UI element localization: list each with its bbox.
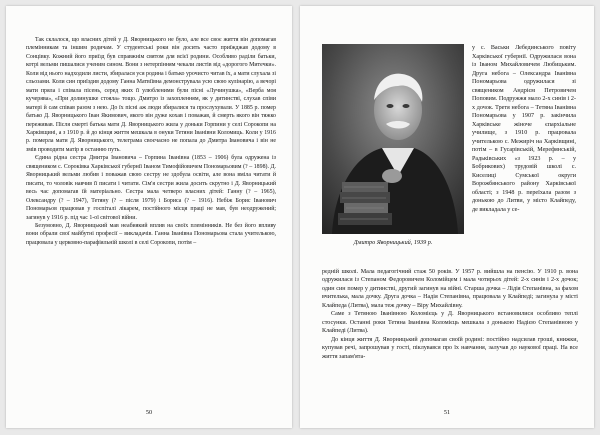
- paragraph: До кінця життя Д. Яворницький допомагав своїй родині: постійно надсилав гроші, книжки, купував речі, запрошував у гості, піклувався про їх навчання, залучав до наукової праці. На все життя запам'ята-: [322, 336, 578, 360]
- left-page-text: [6, 6, 292, 247]
- paragraph: редній школі. Мала педагогічний стаж 50 років. У 1957 р. вийшла на пенсію. У 1910 р. вона одружилася із Степаном Федоровичем Коломійцем і мала чотирьох дітей: 2-х синів і 2-х дочок; один син помер у дитинстві, другий загинув на війні. Старша дочка – Лідія Степанівна, за фахом вчителька, мала дочку. Друга дочка – Надія Степанівна, працювала у Клайпеді; загинула у місті Клайпеда (Литва), мала теж дочку – Віру Михайлівну.: [322, 269, 578, 309]
- right-page: [300, 6, 594, 428]
- page-number: 51: [443, 409, 451, 416]
- right-page-column-text: [472, 44, 576, 214]
- paragraph: у с. Васьки Лебединського повіту Харківської губернії. Одружилася вона із Іваном Михайловичем Любицьким. Друга небога – Олександра Іванівна Пономарьова одружилася зі священиком Андрієм Петровичем Поповим. Подружжя мало 2-х синів і 2-х дочок. Третя небога – Тетяна Іванівна Пономарьова у 1907 р. закінчила Харківське жіноче єпархіальне училище, з 1910 р. працювала учителькою с. Межиріч на Харківщині, потім – в Гусарівській, Мерефянській, Радьківських «з 1923 р. – у Бобрикових) трудовій школі с. Киселиці Сумської округи Ворожбянського району Харківської області; з 1948 р. переїхала разом з донькою до Литви, у місто Клайпеду, де викладала у се-: [472, 45, 576, 213]
- right-page-bottom-text: [322, 268, 578, 361]
- portrait-photo: [322, 44, 464, 234]
- paragraph: Безумовно, Д. Яворницький мав неабиякий вплив на своїх племінників. Не без його впливу вони обрали свої майбутні професії – викладачів. Ганна Іванівна Пономарьова стала учителькою, працювала у церковно-парафіяльній школі в селі Сорокопи, потім –: [26, 222, 276, 246]
- photo-caption: Дмитро Яворницький, 1939 р.: [353, 239, 433, 246]
- portrait-image: [322, 44, 464, 234]
- page-number: 50: [145, 409, 153, 416]
- left-page: [6, 6, 292, 428]
- photo-figure: [322, 44, 464, 246]
- paragraph: Так склалося, що власних дітей у Д. Яворницького не було, але все своє життя він допомагав племінникам та іншим родичам. У студентські роки він досить часто приїжджав додому в Сонцівку. Кожний його приїзд був справжнім святом для всієї родини. Особливо раділи батьки, котрі вельми пишалися ученим сином. Вони з нетерпінням чекали листів від «дорогого Митечки». Коли від нього надходили листи, збиралася уся родина і батько урочисто читав їх, а мати слухала зі сльозами. Коли син приїздив додому Ганна Матвіївна демонструвала усю свою кулінарію, а вечорі мати пряла і співала пісень, серед яких її улюбленими були пісні «Лучинушка», «Верба моя кучерява», «При долинушке стояла» тощо. Дмитро із захопленням, як у дитинстві, слухав співи матері й сам співав разом з нею. До їх пісні аж люди збиралися та прослухували. У 1885 р. помер батько Д. Яворницького Іван Якимович, якого він дуже кохав і поважав, й смерть якого він тяжко переживав. Після смерті батька мати Д. Яворницького жила у доньки Горпини у селі Сорокопи на Харківщині, а з 1910 р. й до кінця життя мешкала в онуки Тетяни Іванівни Коломиць. Коли у 1916 р. померла мати Д. Яворницького, телеграма своєчасно не попала до Дмитра Івановича і він не змів проводити матір в останню путь.: [26, 37, 276, 153]
- paragraph: Саме з Тетяною Іванівною Коломієць у Д. Яворницького встановилися особливо теплі стосунки. Останні роки Тетяна Іванівна Коломієць мешкала з донькою Надією Степанівною у Клайпеді (Литва).: [322, 311, 578, 335]
- paragraph: Єдина рідна сестра Дмитра Івановича – Горпина Іванівна (1853 – 1906) була одружена із священиком с. Сороківка Харківської губернії Іваном Тимофійовичем Пономарьовим (? – 1898). Д. Яворницький вельми любив і поважав свою сестру не здобула освіти, але вона вміла читати й писати, то чоловік навчив її писати і читати. Сім'я сестри жила досить скрутно і Д. Яворницький весь час допомагав їй матеріально. Сестра мала четверо власних дітей: Ганну (? – 1965), Олександру (? – 1947), Тетяну (? – після 1979) і Бориса (? – 1916). Небіж Борис Іванович Пономарьов працював у госпіталі лікарем, постійного місця праці не мав, був неодружений; загинув у 1916 р. під час 1-ої світової війни.: [26, 155, 276, 221]
